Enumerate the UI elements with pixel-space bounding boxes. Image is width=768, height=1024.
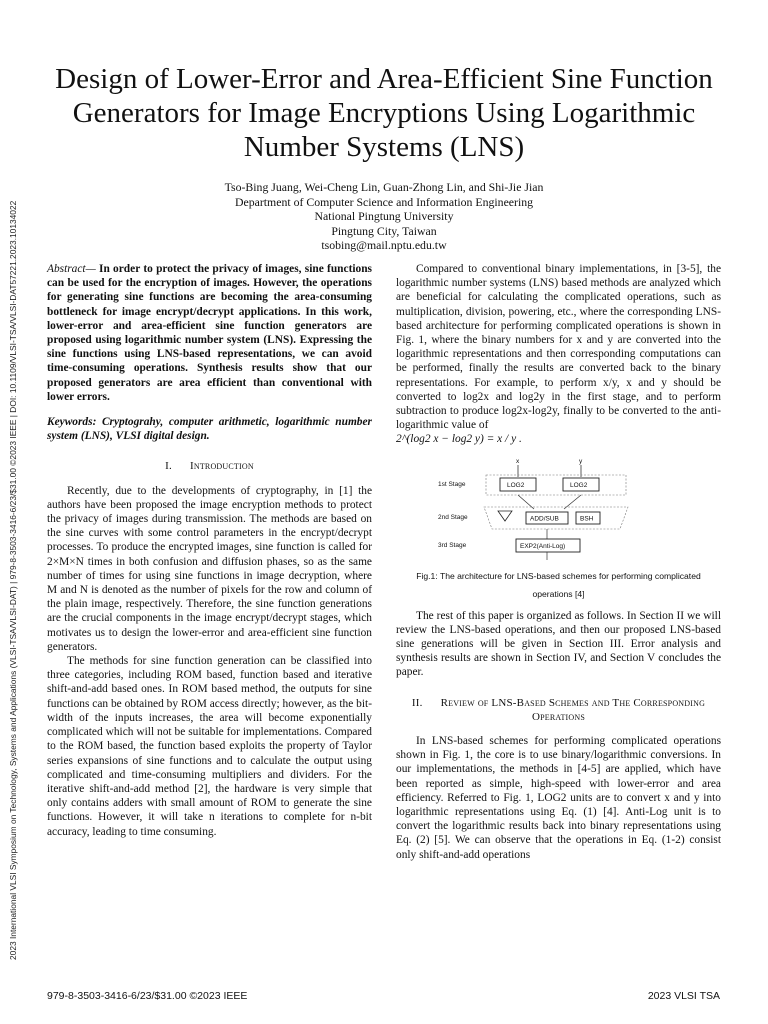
footer-isbn: 979-8-3503-3416-6/23/$31.00 ©2023 IEEE bbox=[47, 990, 248, 1002]
abstract bbox=[47, 262, 372, 404]
section-title-1: Introduction bbox=[189, 460, 254, 473]
section-heading-2 bbox=[396, 696, 721, 724]
keywords-label: Keywords: bbox=[47, 416, 97, 429]
addsub-label: ADD/SUB bbox=[529, 515, 559, 523]
author-email[interactable]: tsobing@mail.nptu.edu.tw bbox=[321, 238, 447, 253]
intro-paragraph-1: Recently, due to the developments of cryptography, in [1] the authors have been proposed the image encryption methods to protect the privacy of images during transmission. The methods are based on the sine curves with some control parameters in the encrypt/decrypt processes. To produce the encrypted images, sine function is called for 2×M×N times in both confusion and diffusion phases, so as the same number of times for using sine functions in image decryption, where M and N is denoted as the number of pixels for the row and column of the plain image, respectively. Therefore, the sine function generations are the crucial components in the image encrypt/decrypt stages, which motivates us to design the lower-error and area-efficient sine function generators. bbox=[47, 484, 372, 653]
architecture-diagram bbox=[434, 455, 684, 561]
log2-label-a: LOG2 bbox=[506, 481, 524, 489]
bsh-label: BSH bbox=[579, 515, 593, 523]
section-heading-1 bbox=[47, 459, 372, 473]
keywords bbox=[47, 415, 372, 443]
author-names: Tso-Bing Juang, Wei-Cheng Lin, Guan-Zhong Lin, and Shi-Jie Jian bbox=[224, 180, 544, 194]
section-number-1: I. bbox=[165, 460, 172, 473]
paper-title: Design of Lower-Error and Area-Efficient Sine Function Generators for Image Encryptions Using Logarithmic Number Systems (LNS) bbox=[55, 63, 713, 163]
lns-paragraph: Compared to conventional binary implementations, in [3-5], the logarithmic number systems (LNS) based methods are analyzed which are beneficial for calculating the complicated operations, such as multiplication, division, powering, etc., where the corresponding LNS-based architecture for performing complicated operations is shown in Fig. 1, where the binary numbers for x and y are converted into the logarithmic representations and then corresponding computations can be performed, finally the results are converted back to the binary representations. For example, to perform x/y, x and y should be converted to log2x and log2y in the first stage, and to perform subtraction to produce log2x-log2y, finally to be converted to the anti-logarithmic value of bbox=[396, 263, 721, 432]
stage-3-label: 3rd Stage bbox=[437, 541, 466, 549]
abstract-label: Abstract— bbox=[47, 263, 96, 275]
figure-caption: Fig.1: The architecture for LNS-based schemes for performing complicated operations [4] bbox=[416, 570, 701, 599]
keywords-text: Cryptograhy, computer arithmetic, logarithmic number system (LNS), VLSI digital design. bbox=[47, 416, 372, 443]
right-column bbox=[396, 262, 721, 862]
stage-2-label: 2nd Stage bbox=[437, 513, 468, 521]
stage-1-label: 1st Stage bbox=[437, 480, 465, 488]
author-block bbox=[120, 180, 648, 253]
left-column bbox=[47, 262, 372, 839]
log2-label-b: LOG2 bbox=[569, 481, 587, 489]
formula: 2^(log2 x − log2 y) = x / y . bbox=[396, 433, 522, 446]
author-univ: National Pingtung University bbox=[314, 209, 454, 224]
exp2-label: EXP2(Anti-Log) bbox=[519, 542, 565, 550]
side-note-doi: 2023 International VLSI Symposium on Technology, Systems and Applications (VLSI-TSA/VLSI-DAT) | 979-8-3503-3416-6/23/$31.00 ©2023 IEEE | DOI: 10.1109/VLSI-TSA/VLSI-DAT57221.2023.10134022 bbox=[8, 200, 18, 960]
section-number-2: II. bbox=[411, 696, 423, 709]
abstract-text: In order to protect the privacy of images, sine functions can be used for the encryption of images. However, the operations for generating sine functions are becoming the area-consuming bottleneck for image encrypt/decrypt applications. In this work, lower-error and area-efficient sine function generators are proposed using logarithmic number system (LNS). Expressing the sine functions using LNS-based representations, we can avoid time-consuming operations. Synthesis results show that our proposed generators are area efficient than conventional with lower errors. bbox=[47, 263, 372, 403]
intro-paragraph-2: The methods for sine function generation can be classified into three categories, including ROM based, function based and iterative shift-and-add based ones. In ROM based method, the outputs for sine functions can be obtained by ROM access directly; however, as the bit-width of the inputs increases, the area will become exponentially complicated which will not be suitable for implementations. Compared to the ROM based, the function based exploits the property of Taylor series expansions of sine functions and to calculate the output using complicated and time-consuming multipliers and dividers. For the iterative shift-and-add method [2], the hardware is very simple that only contains adders with small amount of ROM to generate the sine functions. However, it will take n iterations to complete for n-bit accuracy, leading to time consuming. bbox=[47, 655, 372, 838]
triangle-icon bbox=[498, 511, 512, 521]
author-city: Pingtung City, Taiwan bbox=[331, 223, 437, 238]
figure-lns-architecture bbox=[434, 455, 684, 561]
review-paragraph: In LNS-based schemes for performing complicated operations shown in Fig. 1, the core is to use binary/logarithmic conversions. In our implementations, the methods in [4-5] are applied, which have been reported as simple, high-speed with lower-error and area efficiency. Referred to Fig. 1, LOG2 units are to convert x and y into logarithmic representations using Eq. (1) [4]. Anti-Log unit is to convert the logarithmic results back into binary representations using Eq. (2) [5]. We can observe that the operations in Eq. (1-2) consist only shift-and-add operations bbox=[396, 735, 721, 861]
author-dept: Department of Computer Science and Information Engineering bbox=[234, 194, 534, 209]
section-title-2: Review of LNS-Based Schemes and The Corresponding Operations bbox=[440, 696, 706, 723]
input-y-label: y bbox=[578, 457, 582, 465]
footer-conference: 2023 VLSI TSA bbox=[647, 990, 720, 1002]
input-x-label: x bbox=[515, 457, 519, 465]
organization-paragraph: The rest of this paper is organized as follows. In Section II we will review the LNS-based operations, and then our proposed LNS-based sine generations will be given in Section III. Error analysis and synthesis results are shown in Section IV, and Section V concludes the paper. bbox=[396, 609, 721, 679]
